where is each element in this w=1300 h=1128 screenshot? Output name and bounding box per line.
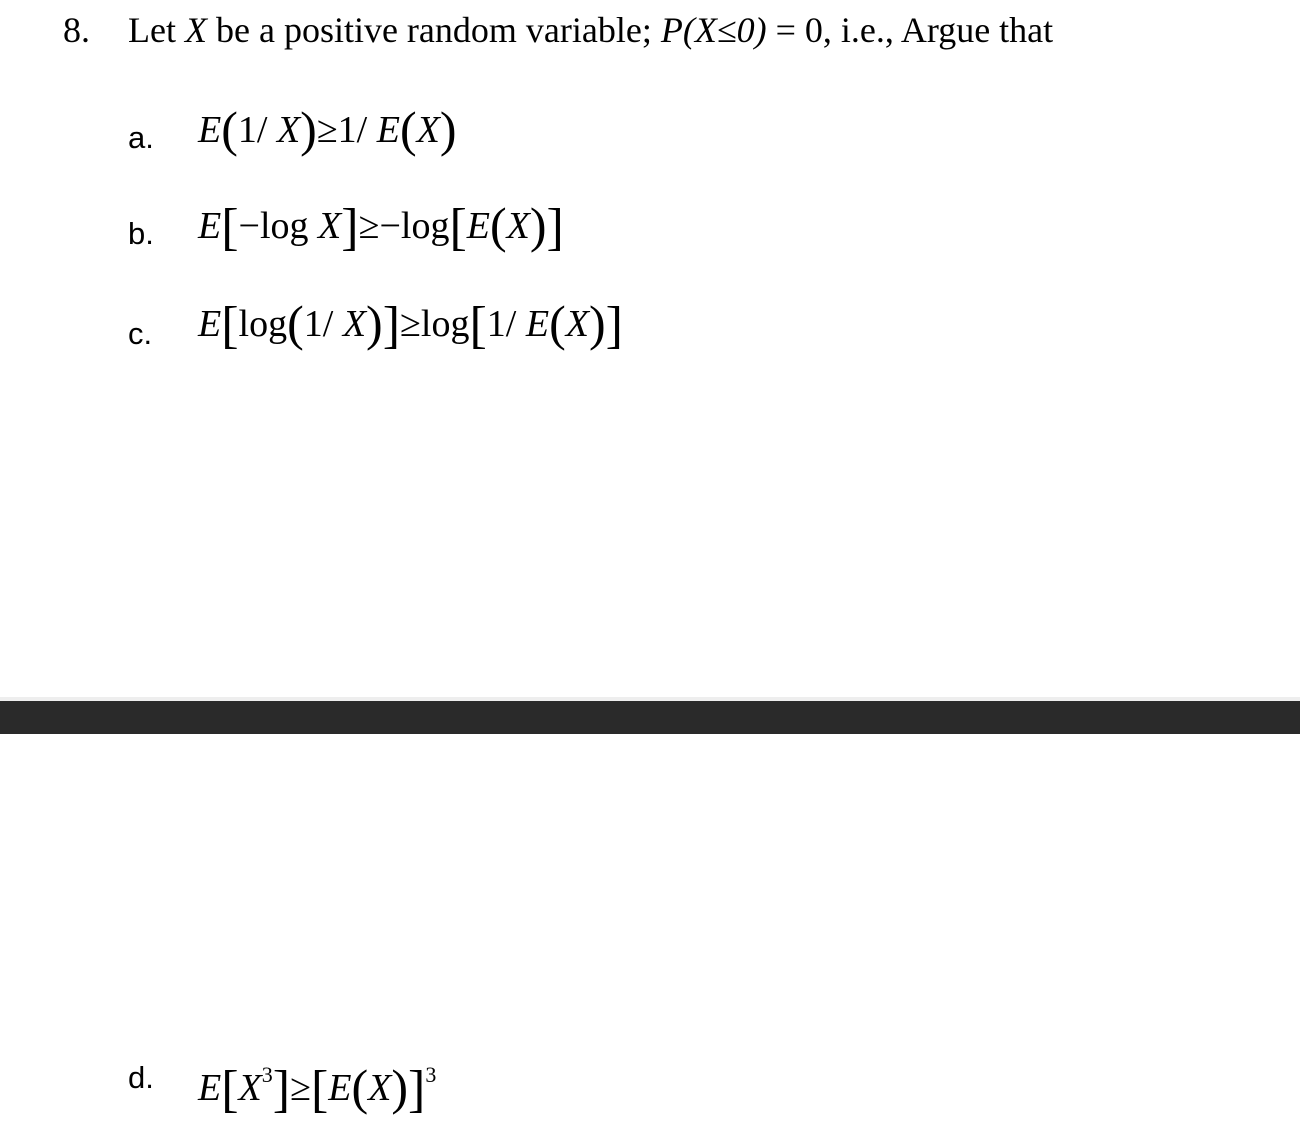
question-panel-continued xyxy=(0,734,1300,1128)
question-text-before: Let xyxy=(128,10,185,50)
question-text-middle: be a positive random variable; xyxy=(206,10,661,50)
question-text xyxy=(128,8,1053,52)
item-a-label: a. xyxy=(128,120,154,155)
item-b-expression: E[−log X]≥−log[E(X)] xyxy=(198,197,564,256)
item-c-label: c. xyxy=(128,316,153,351)
item-d-expression: $E[X^3]\ge[E(X)]^3$ xyxy=(198,1059,437,1118)
item-b-label: b. xyxy=(128,216,154,251)
item-c-expression: E[log(1/ X)]≥log[1/ E(X)] xyxy=(198,295,623,354)
separator-bar xyxy=(0,701,1300,734)
question-text-after: = 0, i.e., Argue that xyxy=(766,10,1054,50)
item-d-label: d. xyxy=(128,1060,154,1095)
item-a-expression: E(1/ X)≥1/ E(X) xyxy=(198,101,457,157)
probability-expression: P(X≤0) xyxy=(660,10,767,50)
question-number: 8. xyxy=(63,10,90,50)
variable-x: X xyxy=(184,10,207,50)
